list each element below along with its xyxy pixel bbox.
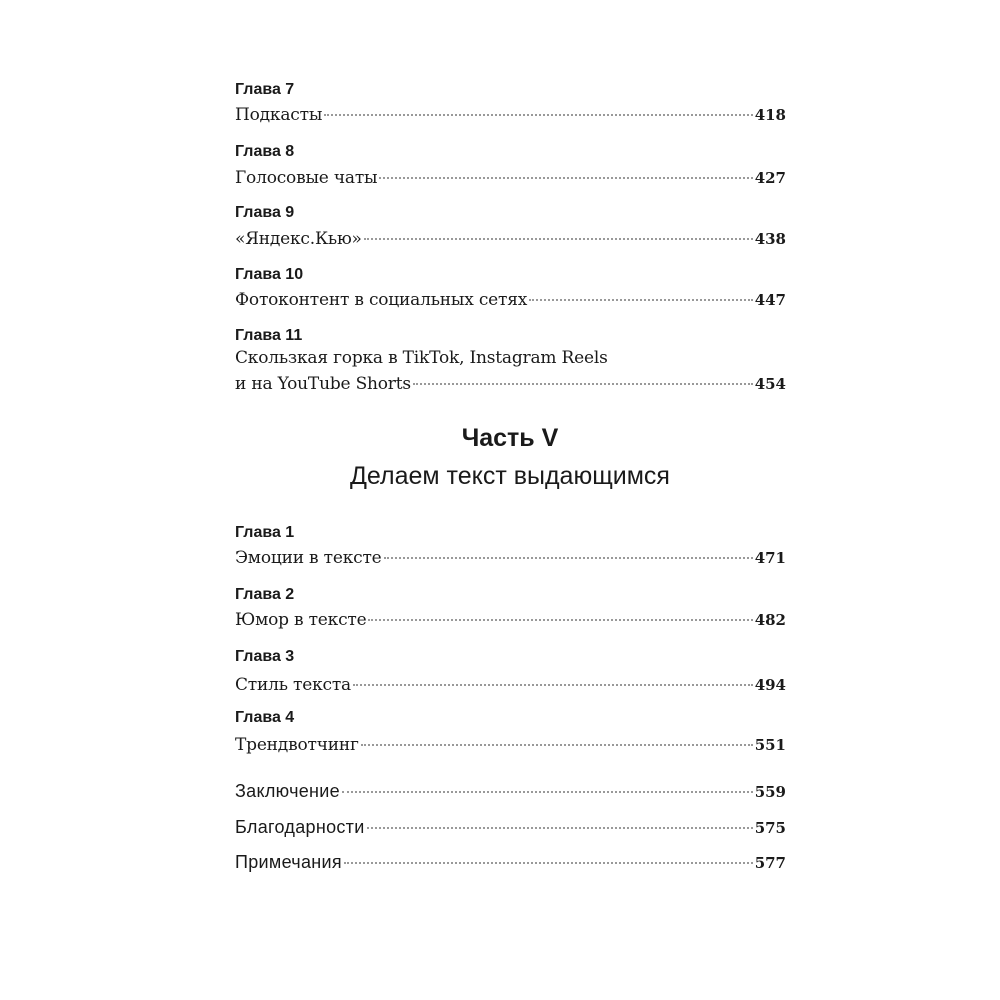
leader-dots [384, 557, 753, 559]
leader-dots [367, 827, 753, 829]
toc-entry-acknowledgements[interactable] [235, 815, 786, 839]
toc-entry-notes[interactable] [235, 850, 786, 874]
toc-entry[interactable] [235, 546, 786, 570]
chapter-label: Глава 10 [235, 266, 304, 283]
toc-entry[interactable] [235, 227, 786, 251]
chapter-label: Глава 8 [235, 143, 295, 160]
page-number: 418 [754, 106, 786, 124]
entry-title: Фотоконтент в социальных сетях [235, 290, 528, 310]
page-number: 575 [754, 819, 786, 837]
entry-title: Заключение [235, 781, 340, 801]
chapter-label: Глава 4 [235, 709, 295, 726]
page-number: 438 [754, 230, 786, 248]
toc-entry[interactable] [235, 673, 786, 697]
chapter-label: Глава 9 [235, 204, 295, 221]
toc-entry-conclusion[interactable] [235, 779, 786, 803]
page-number: 427 [754, 169, 786, 187]
toc-entry[interactable] [235, 372, 786, 396]
page-number: 447 [754, 291, 786, 309]
toc-entry[interactable] [235, 608, 786, 632]
page-number: 482 [754, 611, 786, 629]
entry-title: «Яндекс.Кью» [235, 229, 362, 249]
entry-title: Эмоции в тексте [235, 548, 382, 568]
entry-title: Благодарности [235, 817, 365, 837]
part-heading: Часть V [461, 424, 559, 452]
leader-dots [324, 114, 753, 116]
page-number: 559 [754, 783, 786, 801]
leader-dots [344, 862, 753, 864]
leader-dots [361, 744, 753, 746]
chapter-label: Глава 11 [235, 327, 303, 344]
chapter-label: Глава 2 [235, 586, 295, 603]
leader-dots [413, 383, 753, 385]
page-number: 551 [754, 736, 786, 754]
part-subtitle: Делаем текст выдающимся [350, 462, 670, 490]
chapter-label: Глава 7 [235, 81, 295, 98]
page-number: 494 [754, 676, 786, 694]
leader-dots [368, 619, 752, 621]
chapter-label: Глава 1 [235, 524, 295, 541]
entry-title: Трендвотчинг [235, 735, 359, 755]
entry-title: Подкасты [235, 105, 323, 125]
entry-title: Голосовые чаты [235, 168, 378, 188]
leader-dots [342, 791, 753, 793]
toc-entry[interactable] [235, 166, 786, 190]
entry-title: Примечания [235, 852, 342, 872]
page-number: 577 [754, 854, 786, 872]
leader-dots [529, 299, 753, 301]
toc-entry[interactable] [235, 288, 786, 312]
leader-dots [353, 684, 753, 686]
page-number: 454 [754, 375, 786, 393]
chapter-label: Глава 3 [235, 648, 295, 665]
entry-title: и на YouTube Shorts [235, 374, 411, 394]
entry-title: Юмор в тексте [235, 610, 367, 630]
entry-title: Стиль текста [235, 675, 351, 695]
entry-title-line: Скользкая горка в TikTok, Instagram Reels [235, 348, 608, 368]
toc-entry[interactable] [235, 103, 786, 127]
leader-dots [379, 177, 752, 179]
page-number: 471 [754, 549, 786, 567]
toc-entry[interactable] [235, 733, 786, 757]
leader-dots [364, 238, 753, 240]
